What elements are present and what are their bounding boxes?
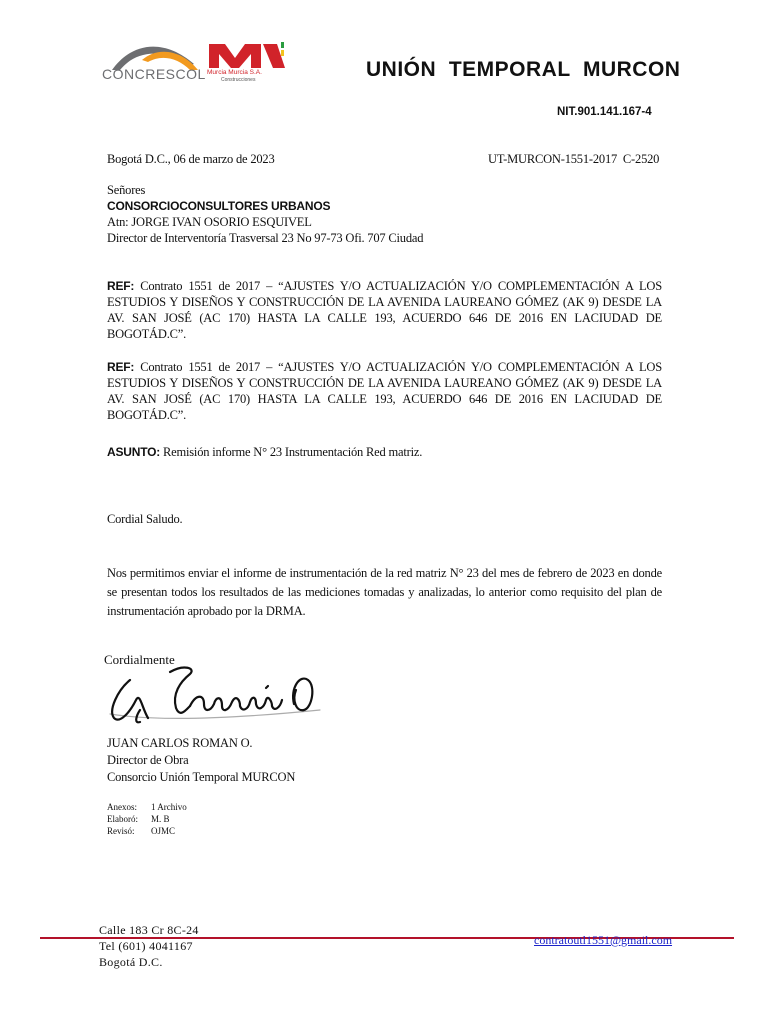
annex-value: OJMC [151, 826, 176, 836]
ref-text: Contrato 1551 de 2017 – “AJUSTES Y/O ACTUALIZACIÓN Y/O COMPLEMENTACIÓN A LOS ESTUDIOS Y DISEÑOS Y CONSTRUCCIÓN DE LA AVENIDA LAUREANO GÓMEZ (AK 9) DESDE LA AV. SAN JOSÉ (AC 170) HASTA LA CALLE 193, ACUERDO 646 DE 2016 EN LACIUDAD DE BOGOTÁD.C”. [107, 360, 662, 422]
signer-org: Consorcio Unión Temporal MURCON [107, 770, 296, 784]
salutation: Señores [107, 183, 146, 197]
murcia-logo [205, 40, 287, 88]
concrescol-logo [102, 40, 206, 90]
reference-code: UT-MURCON-1551-2017 C-2520 [488, 152, 660, 166]
annex-row [107, 801, 307, 813]
recipient-address: Director de Interventoría Trasversal 23 No 97-73 Ofi. 707 Ciudad [107, 231, 424, 245]
reference-paragraph-2 [107, 359, 662, 423]
annex-label: Anexos: [107, 802, 137, 812]
footer-contact [99, 922, 199, 970]
annex-value: M. B [151, 814, 170, 824]
signer-block [107, 735, 407, 786]
murcia-company-name: Murcia Murcia S.A. [207, 69, 262, 76]
ref-label: REF: [107, 360, 135, 374]
recipient-attn: Atn: JORGE IVAN OSORIO ESQUIVEL [107, 215, 312, 229]
annex-block [107, 801, 307, 837]
footer-phone: Tel (601) 4041167 [99, 939, 193, 953]
annex-label: Elaboró: [107, 814, 138, 824]
subject-text: Remisión informe N° 23 Instrumentación Red matriz. [160, 445, 423, 459]
footer-city: Bogotá D.C. [99, 955, 163, 969]
document-title: UNIÓN TEMPORAL MURCON [366, 58, 681, 81]
annex-row [107, 825, 307, 837]
recipient-block [107, 182, 507, 246]
reference-paragraph-1 [107, 278, 662, 342]
murcia-company-subtitle: Construcciones [221, 77, 256, 83]
annex-value: 1 Archivo [151, 802, 187, 812]
letter-date: Bogotá D.C., 06 de marzo de 2023 [107, 152, 275, 166]
annex-label: Revisó: [107, 826, 135, 836]
closing: Cordialmente [104, 652, 175, 667]
concrescol-wordmark: CONCRESCOL [102, 66, 206, 82]
body-paragraph: Nos permitimos enviar el informe de instrumentación de la red matriz N° 23 del mes de febrero de 2023 en donde se presentan todos los resultados de las mediciones tomadas y analizadas, lo anterior como requisito del plan de instrumentación aprobado por la DRMA. [107, 566, 662, 618]
signature-image [100, 660, 330, 730]
murcia-m-icon [205, 40, 287, 70]
nit-number: NIT.901.141.167-4 [557, 106, 652, 118]
ref-text: Contrato 1551 de 2017 – “AJUSTES Y/O ACTUALIZACIÓN Y/O COMPLEMENTACIÓN A LOS ESTUDIOS Y DISEÑOS Y CONSTRUCCIÓN DE LA AVENIDA LAUREANO GÓMEZ (AK 9) DESDE LA AV. SAN JOSÉ (AC 170) HASTA LA CALLE 193, ACUERDO 646 DE 2016 EN LACIUDAD DE BOGOTÁD.C”. [107, 279, 662, 341]
ref-label: REF: [107, 279, 135, 293]
footer-address: Calle 183 Cr 8C-24 [99, 923, 199, 937]
greeting: Cordial Saludo. [107, 512, 183, 526]
signer-role: Director de Obra [107, 753, 189, 767]
recipient-company: CONSORCIOCONSULTORES URBANOS [107, 199, 331, 213]
footer-email-link[interactable]: contratoutl1551@gmail.com [534, 933, 673, 947]
subject-line [107, 444, 662, 460]
annex-row [107, 813, 307, 825]
subject-label: ASUNTO: [107, 445, 161, 459]
signer-name: JUAN CARLOS ROMAN O. [107, 736, 253, 750]
